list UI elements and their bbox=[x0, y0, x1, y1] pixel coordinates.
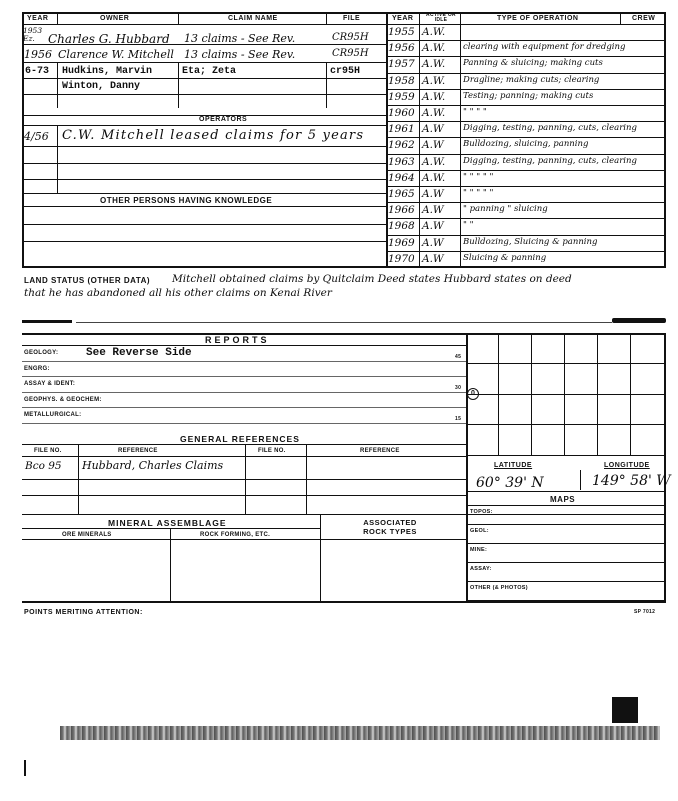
operation-type: " panning " sluicing bbox=[463, 204, 548, 215]
operation-status: A.W. bbox=[422, 42, 446, 55]
owner-file: CR95H bbox=[332, 32, 369, 43]
general-references-heading: GENERAL REFERENCES bbox=[180, 434, 300, 444]
report-label: METALLURGICAL: bbox=[24, 412, 82, 418]
operation-status: A.W. bbox=[422, 74, 446, 87]
operation-year: 1959 bbox=[388, 90, 415, 103]
land-status-label: LAND STATUS (OTHER DATA) bbox=[24, 276, 151, 285]
col-year-2: YEAR bbox=[392, 15, 414, 22]
gr-col-reference-2: REFERENCE bbox=[360, 448, 400, 454]
map-item-label: OTHER (& PHOTOS) bbox=[470, 585, 528, 591]
operation-status: A.W bbox=[422, 139, 444, 152]
owner-name: Clarence W. Mitchell bbox=[58, 48, 174, 61]
report-scale-number: 30 bbox=[455, 385, 462, 391]
reports-heading: REPORTS bbox=[205, 335, 270, 345]
operation-year: 1968 bbox=[388, 220, 415, 233]
operation-type: " " bbox=[463, 220, 474, 231]
operation-status: A.W bbox=[422, 204, 444, 217]
operator-year: 4/56 bbox=[24, 130, 49, 143]
map-item-label: TOPOS: bbox=[470, 509, 493, 515]
col-claim-name: CLAIM NAME bbox=[228, 15, 278, 22]
report-label: GEOPHYS. & GEOCHEM: bbox=[24, 396, 102, 403]
report-scale-number: 45 bbox=[455, 354, 462, 360]
operation-type: " " " " " bbox=[463, 171, 494, 182]
operation-type: Dragline; making cuts; clearing bbox=[463, 74, 600, 85]
operation-status: A.W. bbox=[422, 107, 446, 119]
operation-type: Digging, testing, panning, cuts, clearing bbox=[463, 155, 637, 166]
owner-name: Charles G. Hubbard bbox=[48, 32, 170, 46]
ore-minerals-label: ORE MINERALS bbox=[62, 532, 112, 538]
operation-type: " " " " " bbox=[463, 188, 494, 198]
operation-year: 1956 bbox=[388, 42, 415, 55]
col-active-idle: ACTIVE OR IDLE bbox=[426, 12, 456, 23]
operation-year: 1962 bbox=[388, 139, 415, 152]
latitude-label: LATITUDE bbox=[494, 462, 533, 469]
owner-year: 1953 Ez. bbox=[23, 26, 43, 43]
report-label: GEOLOGY: bbox=[24, 350, 59, 356]
operation-year: 1966 bbox=[388, 204, 415, 217]
associated-rock-types: ASSOCIATED ROCK TYPES bbox=[363, 518, 417, 536]
operation-year: 1969 bbox=[388, 236, 415, 249]
form-code: SP 7012 bbox=[634, 609, 656, 615]
col-type-of-operation: TYPE OF OPERATION bbox=[497, 15, 579, 22]
operation-type: clearing with equipment for dredging bbox=[463, 42, 626, 53]
rock-forming-label: ROCK FORMING, ETC. bbox=[200, 532, 271, 538]
operation-year: 1957 bbox=[388, 58, 415, 71]
compass-circle-icon: 0 bbox=[467, 388, 479, 400]
operation-status: A.W bbox=[422, 188, 444, 200]
report-label: ENGRG: bbox=[24, 365, 50, 372]
operation-type: Bulldozing, sluicing, panning bbox=[463, 139, 589, 150]
operation-type: " " " " bbox=[463, 107, 487, 117]
owner-name: Hudkins, Marvin bbox=[62, 66, 153, 77]
owner-file: CR95H bbox=[332, 48, 369, 59]
land-status-line-2: that he has abandoned all his other claims on Kenai River bbox=[24, 287, 332, 299]
other-persons-heading: OTHER PERSONS HAVING KNOWLEDGE bbox=[100, 196, 273, 205]
operation-status: A.W bbox=[422, 220, 444, 233]
operation-status: A.W. bbox=[422, 90, 446, 103]
owner-name: Winton, Danny bbox=[62, 81, 141, 92]
operator-text: C.W. Mitchell leased claims for 5 years bbox=[62, 128, 365, 143]
latitude-value: 60° 39' N bbox=[476, 475, 544, 491]
operation-type: Sluicing & panning bbox=[463, 252, 547, 263]
mineral-assemblage-heading: MINERAL ASSEMBLAGE bbox=[108, 518, 227, 528]
operation-status: A.W. bbox=[422, 58, 446, 71]
operators-heading: OPERATORS bbox=[199, 116, 248, 123]
operation-status: A.W. bbox=[422, 171, 446, 184]
operation-year: 1970 bbox=[388, 252, 415, 265]
gr-col-reference: REFERENCE bbox=[118, 448, 158, 454]
owner-file: cr95H bbox=[330, 66, 361, 77]
land-status-line-1: Mitchell obtained claims by Quitclaim Deed states Hubbard states on deed bbox=[172, 273, 572, 285]
gr-col-file: FILE NO. bbox=[34, 448, 62, 454]
operation-status: A.W. bbox=[422, 26, 446, 38]
operation-status: A.W bbox=[422, 123, 444, 136]
operation-year: 1961 bbox=[388, 123, 415, 136]
gr-reference: Hubbard, Charles Claims bbox=[82, 459, 224, 472]
col-year: YEAR bbox=[27, 15, 49, 22]
operation-year: 1958 bbox=[388, 74, 415, 87]
operation-year: 1955 bbox=[388, 26, 415, 38]
longitude-label: LONGITUDE bbox=[604, 462, 650, 469]
operation-type: Testing; panning; making cuts bbox=[463, 90, 594, 101]
map-item-label: GEOL: bbox=[470, 528, 489, 534]
operation-status: A.W bbox=[422, 236, 444, 249]
owner-year: 6-73 bbox=[25, 66, 50, 77]
owner-claim: 13 claims - See Rev. bbox=[184, 48, 296, 61]
maps-label: MAPS bbox=[550, 495, 576, 504]
gr-col-file-2: FILE NO. bbox=[258, 448, 286, 454]
owner-claim: Eta; Zeta bbox=[182, 66, 237, 77]
col-crew: CREW bbox=[632, 15, 656, 22]
longitude-value: 149° 58' W bbox=[592, 473, 671, 489]
col-file: FILE bbox=[343, 15, 361, 22]
gr-file-no: Bco 95 bbox=[25, 460, 62, 472]
operation-type: Digging, testing, panning, cuts, clearing bbox=[463, 123, 637, 134]
operation-year: 1965 bbox=[388, 188, 415, 200]
owner-year: 1956 bbox=[24, 48, 52, 61]
map-item-label: ASSAY: bbox=[470, 566, 492, 572]
operation-status: A.W. bbox=[422, 155, 446, 168]
operation-year: 1963 bbox=[388, 155, 415, 168]
operation-year: 1960 bbox=[388, 107, 415, 119]
points-meriting-attention-label: POINTS MERITING ATTENTION: bbox=[24, 609, 143, 616]
report-label: ASSAY & IDENT: bbox=[24, 381, 76, 387]
report-scale-number: 15 bbox=[455, 416, 462, 422]
operation-type: Bulldozing, Sluicing & panning bbox=[463, 236, 598, 247]
report-value: See Reverse Side bbox=[86, 347, 192, 359]
operation-year: 1964 bbox=[388, 171, 415, 184]
map-item-label: MINE: bbox=[470, 547, 488, 553]
owner-claim: 13 claims - See Rev. bbox=[184, 32, 296, 45]
operation-status: A.W bbox=[422, 252, 444, 265]
operation-type: Panning & sluicing; making cuts bbox=[463, 58, 603, 69]
col-owner: OWNER bbox=[100, 15, 130, 22]
